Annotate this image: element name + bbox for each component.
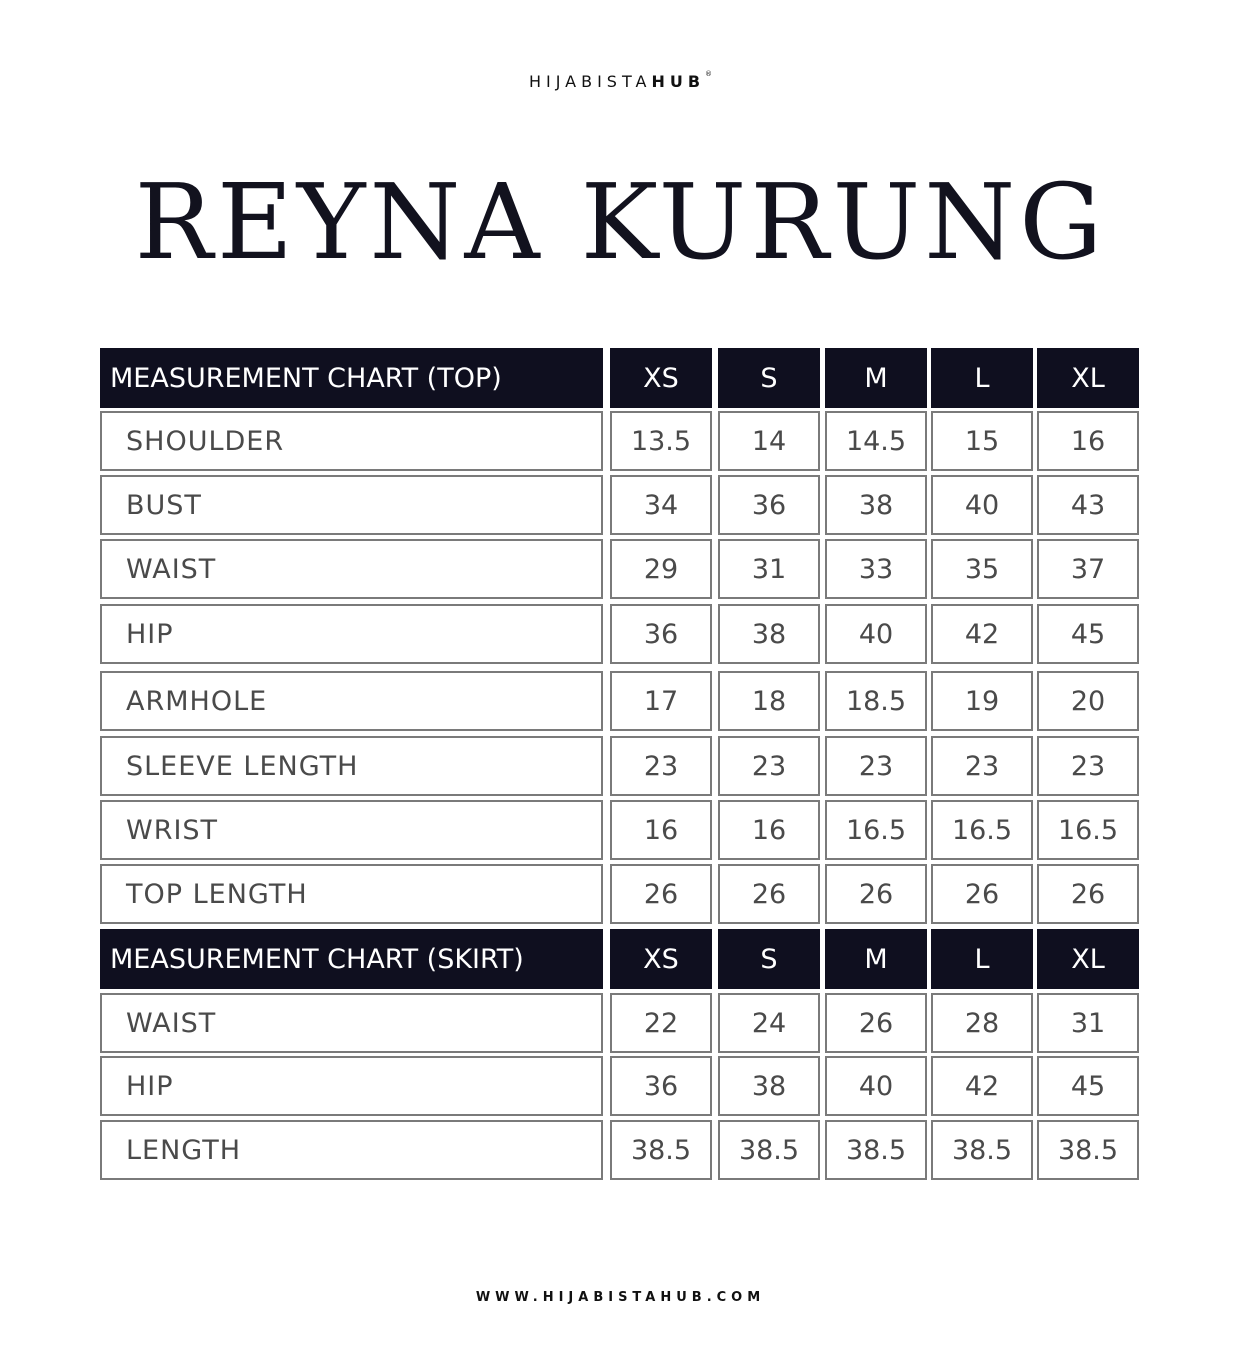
measurement-value: 40	[931, 475, 1033, 535]
measurement-label: TOP LENGTH	[100, 864, 603, 924]
measurement-value: 38.5	[610, 1120, 712, 1180]
page-title: REYNA KURUNG	[134, 161, 1107, 283]
size-header-l: L	[931, 348, 1033, 408]
measurement-label: BUST	[100, 475, 603, 535]
size-header-l: L	[931, 929, 1033, 989]
measurement-value: 26	[825, 993, 927, 1053]
measurement-value: 45	[1037, 604, 1139, 664]
size-header-xs: XS	[610, 348, 712, 408]
measurement-label: SLEEVE LENGTH	[100, 736, 603, 796]
size-header-s: S	[718, 348, 820, 408]
measurement-value: 36	[610, 604, 712, 664]
measurement-value: 23	[610, 736, 712, 796]
measurement-value: 16	[610, 800, 712, 860]
measurement-value: 24	[718, 993, 820, 1053]
measurement-value: 38	[825, 475, 927, 535]
measurement-value: 26	[718, 864, 820, 924]
measurement-value: 23	[931, 736, 1033, 796]
measurement-value: 31	[718, 539, 820, 599]
measurement-value: 38.5	[1037, 1120, 1139, 1180]
measurement-value: 16	[718, 800, 820, 860]
measurement-value: 36	[610, 1056, 712, 1116]
measurement-value: 14.5	[825, 411, 927, 471]
measurement-value: 18	[718, 671, 820, 731]
measurement-value: 40	[825, 1056, 927, 1116]
measurement-value: 38	[718, 1056, 820, 1116]
measurement-value: 45	[1037, 1056, 1139, 1116]
measurement-value: 20	[1037, 671, 1139, 731]
measurement-value: 31	[1037, 993, 1139, 1053]
size-header-xs: XS	[610, 929, 712, 989]
measurement-value: 26	[931, 864, 1033, 924]
size-header-s: S	[718, 929, 820, 989]
measurement-value: 40	[825, 604, 927, 664]
measurement-value: 22	[610, 993, 712, 1053]
measurement-value: 29	[610, 539, 712, 599]
measurement-value: 14	[718, 411, 820, 471]
measurement-label: WAIST	[100, 993, 603, 1053]
measurement-label: HIP	[100, 604, 603, 664]
brand-logo	[0, 72, 1241, 91]
measurement-value: 23	[825, 736, 927, 796]
measurement-value: 38.5	[718, 1120, 820, 1180]
measurement-value: 33	[825, 539, 927, 599]
website-url: WWW.HIJABISTAHUB.COM	[475, 1290, 766, 1305]
measurement-value: 37	[1037, 539, 1139, 599]
measurement-value: 35	[931, 539, 1033, 599]
measurement-label: ARMHOLE	[100, 671, 603, 731]
measurement-label: WRIST	[100, 800, 603, 860]
measurement-value: 16.5	[825, 800, 927, 860]
measurement-value: 38.5	[931, 1120, 1033, 1180]
size-header-m: M	[825, 929, 927, 989]
measurement-value: 18.5	[825, 671, 927, 731]
measurement-value: 16.5	[1037, 800, 1139, 860]
measurement-value: 42	[931, 1056, 1033, 1116]
measurement-value: 43	[1037, 475, 1139, 535]
measurement-value: 38.5	[825, 1120, 927, 1180]
measurement-value: 16.5	[931, 800, 1033, 860]
measurement-value: 17	[610, 671, 712, 731]
table-heading: MEASUREMENT CHART (SKIRT)	[100, 929, 603, 989]
measurement-value: 26	[1037, 864, 1139, 924]
measurement-value: 16	[1037, 411, 1139, 471]
measurement-value: 34	[610, 475, 712, 535]
brand-name-bold: HUB	[651, 72, 706, 91]
measurement-value: 26	[825, 864, 927, 924]
measurement-label: SHOULDER	[100, 411, 603, 471]
measurement-value: 23	[718, 736, 820, 796]
measurement-label: HIP	[100, 1056, 603, 1116]
measurement-value: 26	[610, 864, 712, 924]
registered-mark: ®	[705, 70, 713, 78]
table-heading: MEASUREMENT CHART (TOP)	[100, 348, 603, 408]
measurement-value: 42	[931, 604, 1033, 664]
size-header-xl: XL	[1037, 348, 1139, 408]
measurement-value: 38	[718, 604, 820, 664]
size-header-xl: XL	[1037, 929, 1139, 989]
measurement-value: 15	[931, 411, 1033, 471]
measurement-label: LENGTH	[100, 1120, 603, 1180]
size-header-m: M	[825, 348, 927, 408]
measurement-value: 28	[931, 993, 1033, 1053]
measurement-value: 23	[1037, 736, 1139, 796]
measurement-value: 36	[718, 475, 820, 535]
measurement-label: WAIST	[100, 539, 603, 599]
brand-name-light: HIJABISTA	[528, 72, 652, 91]
measurement-value: 19	[931, 671, 1033, 731]
measurement-value: 13.5	[610, 411, 712, 471]
